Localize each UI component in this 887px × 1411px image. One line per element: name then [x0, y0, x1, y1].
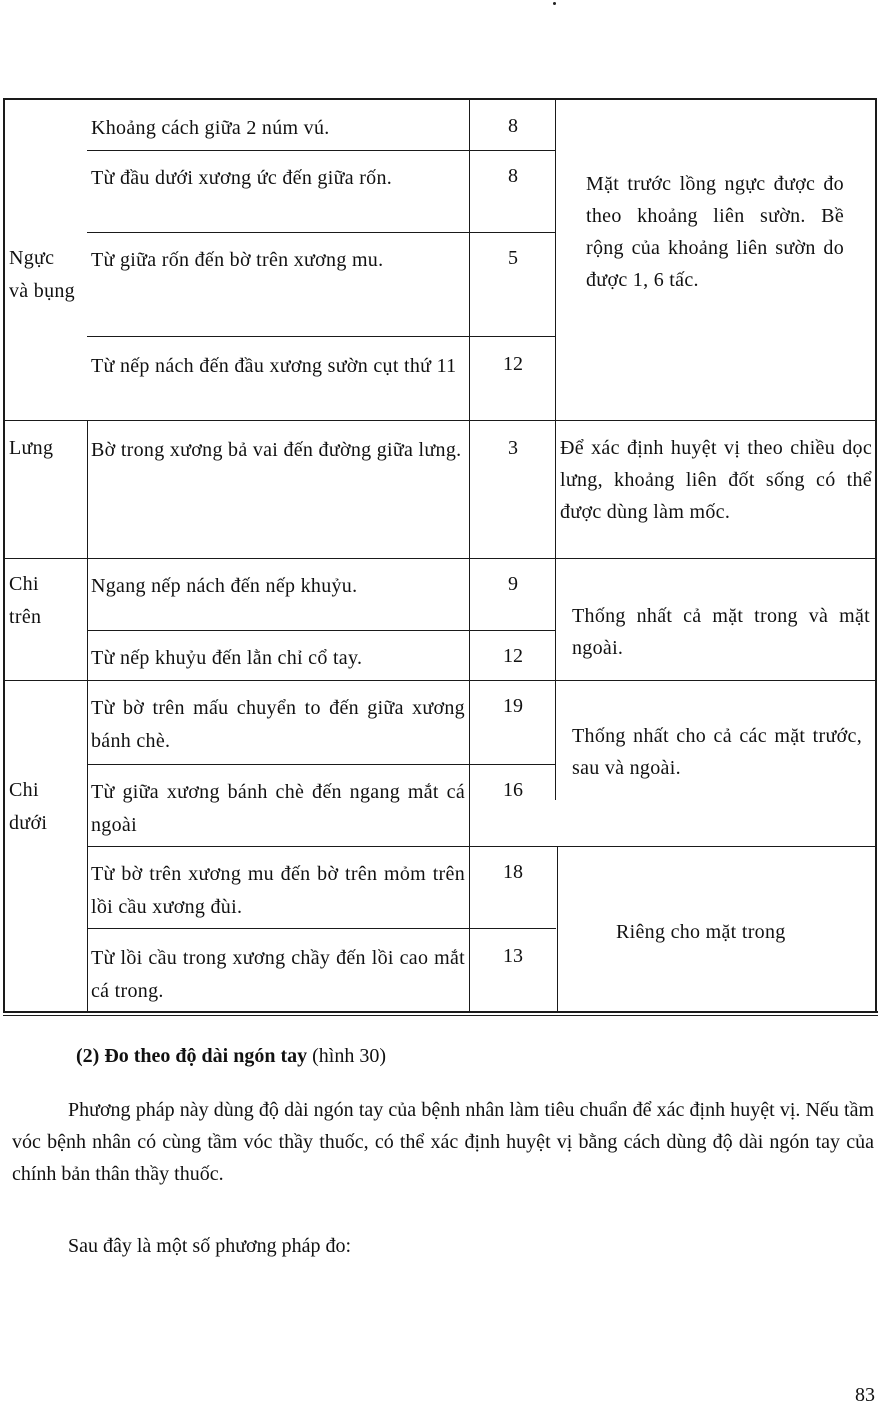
- section-heading-bold: (2) Đo theo độ dài ngón tay: [76, 1045, 308, 1067]
- row-divider: [3, 680, 876, 681]
- value-cell: 9: [508, 573, 518, 595]
- desc-cell: Từ lồi cầu trong xương chầy đến lồi cao mắt cá trong.: [91, 947, 465, 1002]
- section-heading: [76, 1040, 386, 1073]
- row-divider: [87, 232, 556, 233]
- table-border-top: [3, 98, 876, 100]
- desc-cell: Từ bờ trên mấu chuyển to đến giữa xương bánh chè.: [91, 697, 465, 752]
- value-cell: 18: [503, 861, 523, 883]
- desc-cell: Bờ trong xương bả vai đến đường giữa lưng.: [91, 439, 462, 461]
- row-divider: [87, 928, 556, 929]
- table-border-left: [3, 98, 5, 1013]
- value-cell: 3: [508, 437, 518, 459]
- row-divider: [87, 150, 556, 151]
- paragraph: Sau đây là một số phương pháp đo:: [68, 1235, 352, 1257]
- row-divider: [87, 846, 876, 847]
- value-cell: 19: [503, 695, 523, 717]
- desc-cell: Từ giữa rốn đến bờ trên xương mu.: [91, 249, 384, 271]
- table-border-bottom-shadow: [3, 1015, 878, 1016]
- note-cell: Thống nhất cả mặt trong và mặt ngoài.: [572, 605, 870, 659]
- row-divider: [3, 558, 876, 559]
- paragraph: Phương pháp này dùng độ dài ngón tay của bệnh nhân làm tiêu chuẩn để xác định huyệt vị. Nếu tầm vóc bệnh nhân có cùng tầm vóc thầy thuốc, có thể xác định huyệt vị bằng cách dùng độ dài ngón tay của chính bản thân thầy thuốc.: [12, 1099, 874, 1185]
- note-column-divider: [557, 846, 558, 1013]
- region-back: Lưng: [9, 437, 54, 459]
- region-chest-abdomen: Ngực và bụng: [9, 247, 75, 302]
- desc-cell: Ngang nếp nách đến nếp khuỷu.: [91, 575, 358, 597]
- region-lower-limb: Chi dưới: [9, 779, 48, 834]
- value-cell: 5: [508, 247, 518, 269]
- desc-cell: Từ nếp khuỷu đến lằn chỉ cổ tay.: [91, 647, 363, 669]
- desc-cell: Từ bờ trên xương mu đến bờ trên mỏm trên lồi cầu xương đùi.: [91, 863, 465, 918]
- table-border-right: [875, 98, 877, 1013]
- value-cell: 8: [508, 165, 518, 187]
- region-column-divider: [87, 420, 88, 1013]
- desc-cell: Từ giữa xương bánh chè đến ngang mắt cá ngoài: [91, 781, 465, 836]
- table-border-bottom: [3, 1011, 878, 1013]
- value-cell: 13: [503, 945, 523, 967]
- note-cell: Riêng cho mặt trong: [616, 921, 786, 943]
- desc-cell: Từ nếp nách đến đầu xương sườn cụt thứ 11: [91, 355, 457, 377]
- row-divider: [87, 336, 556, 337]
- row-divider: [87, 630, 556, 631]
- note-cell: Để xác định huyệt vị theo chiều dọc lưng, khoảng liên đốt sống có thể được dùng làm mốc.: [560, 437, 872, 523]
- value-cell: 8: [508, 115, 518, 137]
- desc-cell: Từ đầu dưới xương ức đến giữa rốn.: [91, 167, 393, 189]
- row-divider: [87, 764, 556, 765]
- note-cell: Mặt trước lồng ngực được đo theo khoảng liên sườn. Bề rộng của khoảng liên sườn do được 1, 6 tấc.: [586, 173, 844, 291]
- desc-cell: Khoảng cách giữa 2 núm vú.: [91, 117, 330, 139]
- note-cell: Thống nhất cho cả các mặt trước, sau và ngoài.: [572, 725, 862, 779]
- value-cell: 12: [503, 645, 523, 667]
- section-heading-ref: (hình 30): [307, 1045, 387, 1067]
- page-number: 83: [855, 1384, 875, 1406]
- row-divider: [3, 420, 876, 421]
- value-cell: 12: [503, 353, 523, 375]
- value-cell: 16: [503, 779, 523, 801]
- region-upper-limb: Chi trên: [9, 573, 42, 628]
